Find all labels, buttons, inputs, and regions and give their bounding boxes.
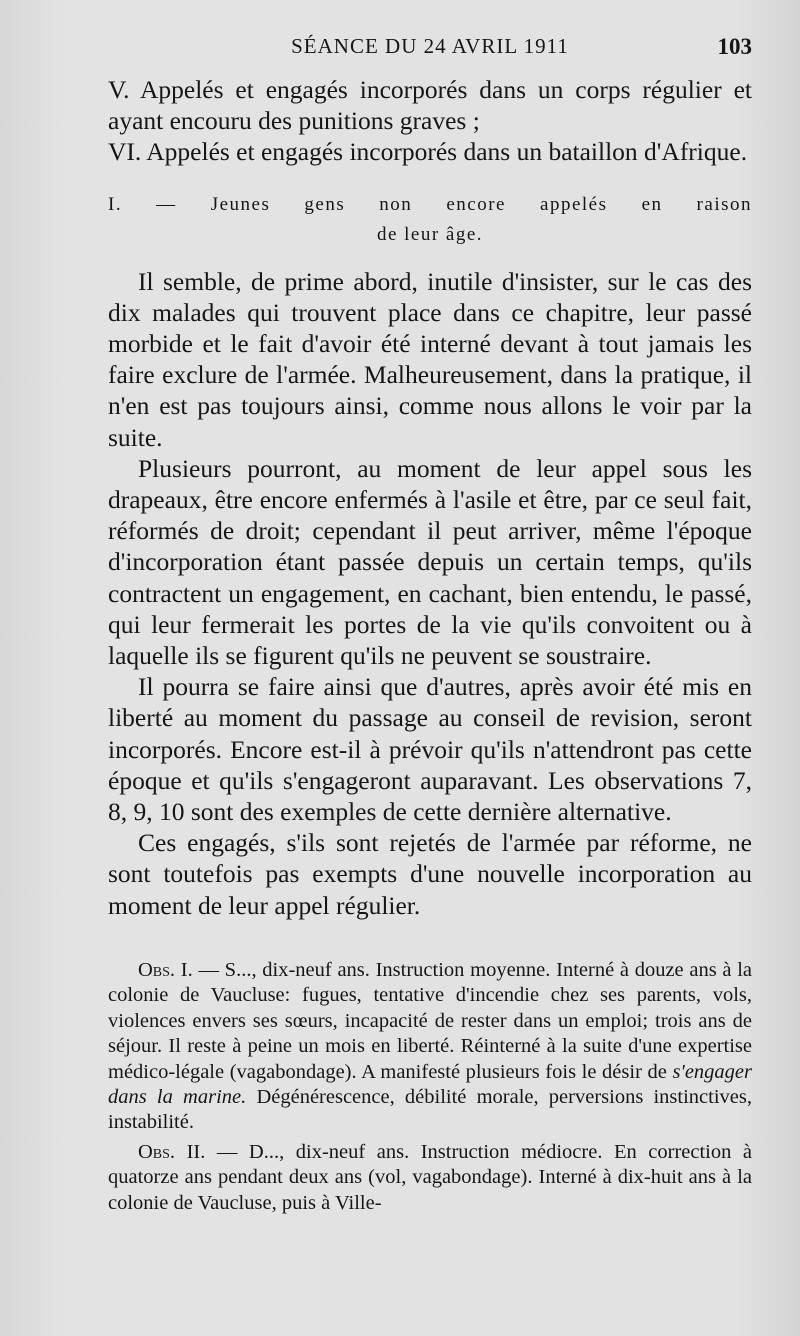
section-heading-line1: I. — Jeunes gens non encore appelés en raison (108, 193, 752, 215)
observations-block (108, 958, 752, 1220)
observation-1-text-end: Dégénérescence, débilité morale, perversions instinctives, instabilité. (108, 1086, 752, 1134)
observation-2-label: Obs. II. (138, 1140, 206, 1163)
observation-2 (108, 1140, 752, 1216)
observation-1 (108, 958, 752, 1136)
main-text (108, 74, 752, 921)
observation-1-text: — S..., dix-neuf ans. Instruction moyenne. Interné à douze ans à la colonie de Vaucluse: fugues, tentative d'incendie chez ses parents, vols, violences envers ses sœurs, incapacité de rester dans un emploi; trois ans de séjour. Il reste à peine un mois en liberté. Réinterné à la suite d'une expertise médico-légale (vagabondage). A manifesté plusieurs fois le désir de (108, 959, 753, 1083)
list-item-v: V. Appelés et engagés incorporés dans un corps régulier et ayant encouru des punitions graves ; (108, 75, 752, 136)
section-heading (108, 190, 752, 250)
paragraph-1: Il semble, de prime abord, inutile d'insister, sur le cas des dix malades qui trouvent place dans ce chapitre, leur passé morbide et le fait d'avoir été interné devant à tout jamais les faire exclure de l'armée. Malheureusement, dans la pratique, il n'en est pas toujours ainsi, comme nous allons le voir par la suite. (108, 266, 752, 452)
running-head: SÉANCE DU 24 AVRIL 1911 (291, 34, 569, 58)
list-item-vi: VI. Appelés et engagés incorporés dans un bataillon d'Afrique. (108, 137, 748, 167)
paragraph-3: Il pourra se faire ainsi que d'autres, après avoir été mis en liberté au moment du passage au conseil de revision, seront incorporés. Encore est-il à prévoir qu'ils n'attendront pas cette époque et qu'ils s'engageront auparavant. Les observations 7, 8, 9, 10 sont des exemples de cette dernière alternative. (108, 672, 752, 827)
page-number: 103 (717, 34, 752, 59)
observation-1-emphasis: s'engager dans la marine. (108, 1060, 752, 1109)
paragraph-4: Ces engagés, s'ils sont rejetés de l'armée par réforme, ne sont toutefois pas exempts d'une nouvelle incorporation au moment de leur appel régulier. (108, 828, 752, 920)
page-header (108, 34, 752, 64)
paragraph-2: Plusieurs pourront, au moment de leur appel sous les drapeaux, être encore enfermés à l'asile et être, par ce seul fait, réformés de droit; cependant il peut arriver, même l'époque d'incorporation étant passée depuis un certain temps, qu'ils contractent un engagement, en cachant, bien entendu, le passé, qui leur fermerait les portes de la vie qu'ils convoitent ou à laquelle ils se figurent qu'ils ne peuvent se soustraire. (108, 453, 752, 671)
observation-2-text: — D..., dix-neuf ans. Instruction médiocre. En correction à quatorze ans pendant deux ans (vol, vagabondage). Interné à dix-huit ans à la colonie de Vaucluse, puis à Ville- (108, 1140, 753, 1214)
observation-1-label: Obs. I. (138, 959, 193, 981)
section-heading-line2: de leur âge. (376, 223, 484, 245)
